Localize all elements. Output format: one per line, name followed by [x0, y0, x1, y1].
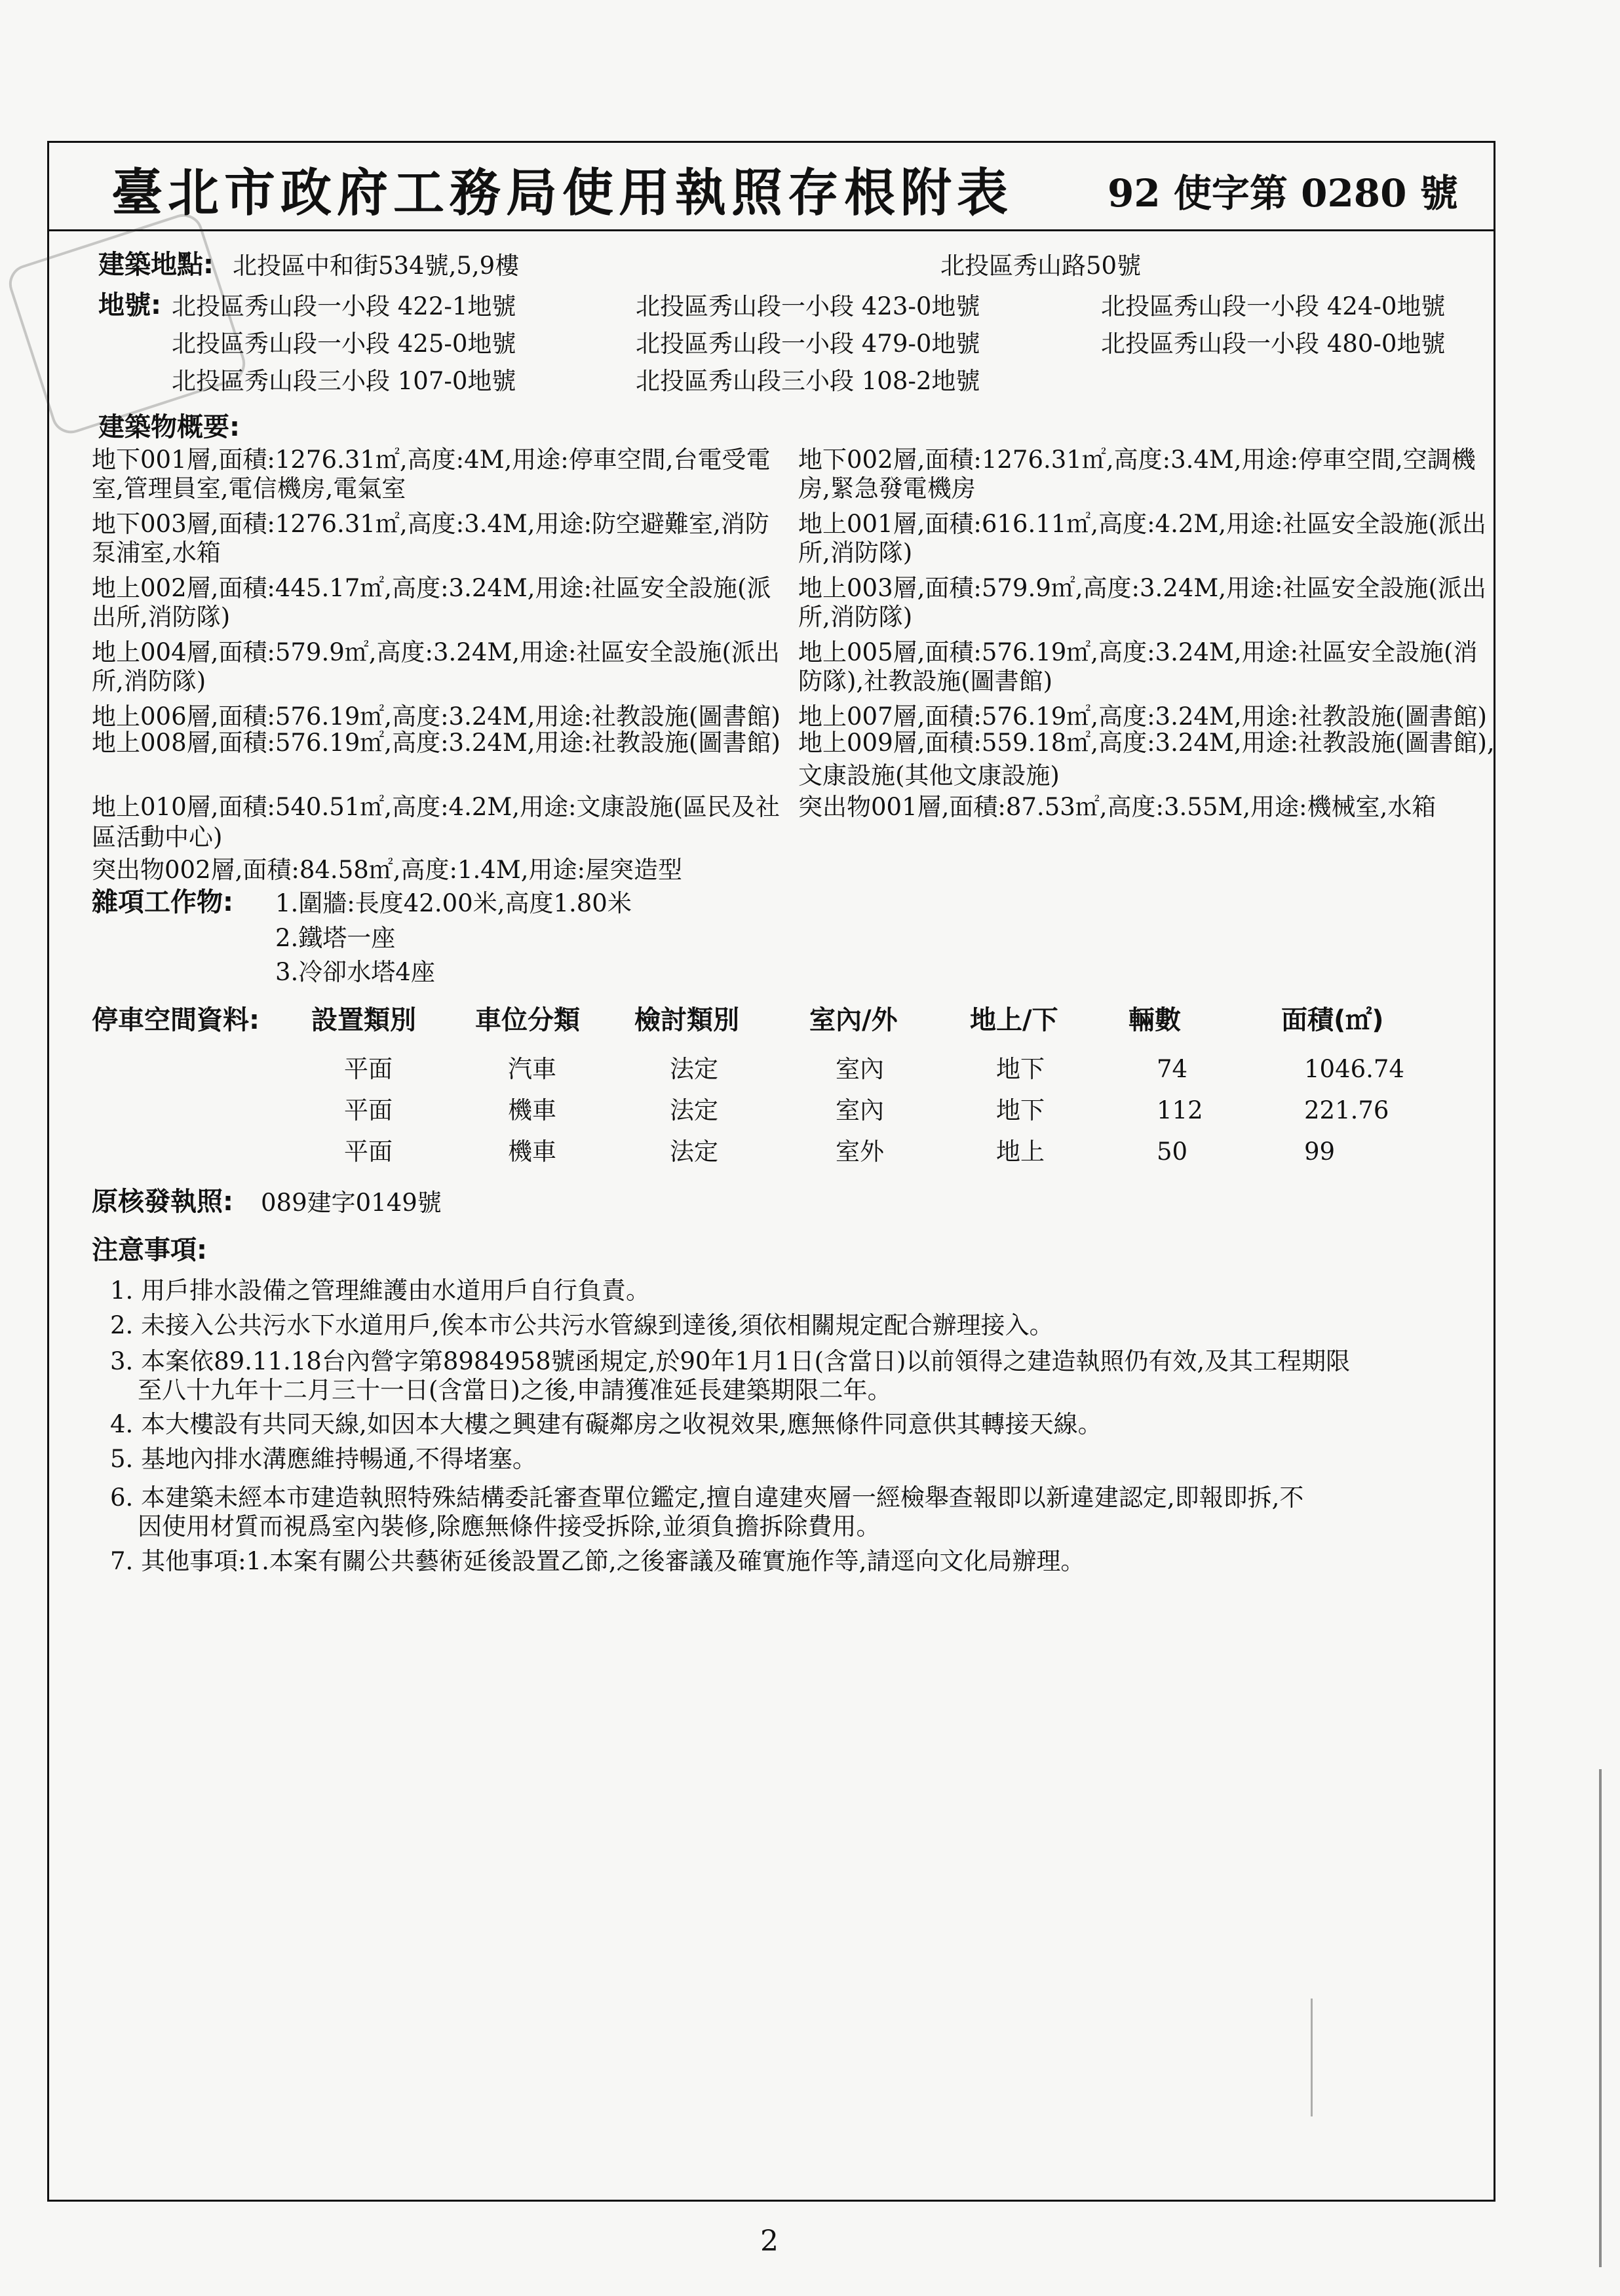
building-line: 地上010層,面積:540.51㎡,高度:4.2M,用途:文康設施(區民及社 [92, 793, 780, 821]
parking-cell: 112 [1157, 1096, 1203, 1124]
page-number: 2 [760, 2225, 779, 2258]
building-line: 地上009層,面積:559.18㎡,高度:3.24M,用途:社教設施(圖書館), [798, 729, 1495, 757]
building-label: 建築物概要: [98, 412, 240, 442]
title-divider [47, 229, 1495, 231]
misc-label: 雜項工作物: [92, 887, 233, 917]
parking-label: 停車空間資料: [92, 1005, 260, 1035]
scan-speck [1311, 1999, 1313, 2116]
parking-cell: 50 [1157, 1138, 1188, 1166]
building-line: 文康設施(其他文康設施) [798, 761, 1060, 790]
parking-cell: 地下 [996, 1055, 1045, 1083]
note-line: 4. 本大樓設有共同天線,如因本大樓之興建有礙鄰房之收視效果,應無條件同意供其轉接天線。 [110, 1410, 1102, 1438]
building-line: 所,消防隊) [92, 667, 206, 695]
parking-cell: 1046.74 [1304, 1055, 1405, 1083]
parking-cell: 地上 [996, 1138, 1045, 1166]
parking-cell: 平面 [344, 1096, 393, 1124]
parking-header: 設置類別 [311, 1005, 416, 1035]
parking-header: 地上/下 [970, 1005, 1058, 1035]
building-line: 地上001層,面積:616.11㎡,高度:4.2M,用途:社區安全設施(派出 [798, 510, 1486, 538]
building-line: 突出物002層,面積:84.58㎡,高度:1.4M,用途:屋突造型 [92, 856, 682, 884]
lot-item: 北投區秀山段一小段 480-0地號 [1101, 330, 1446, 358]
note-line: 6. 本建築未經本市建造執照特殊結構委託審查單位鑑定,擅自違建夾層一經檢舉查報即以新違建認定,即報即拆,不 [110, 1483, 1304, 1512]
original-permit-label: 原核發執照: [92, 1187, 233, 1217]
parking-header: 面積(㎡) [1281, 1005, 1384, 1035]
building-line: 地上006層,面積:576.19㎡,高度:3.24M,用途:社教設施(圖書館) [92, 702, 781, 731]
lot-item: 北投區秀山段一小段 423-0地號 [636, 292, 980, 320]
building-line: 地下001層,面積:1276.31㎡,高度:4M,用途:停車空間,台電受電 [92, 446, 771, 474]
note-line: 3. 本案依89.11.18台內營字第8984958號函規定,於90年1月1日(含當日)以前領得之建造執照仍有效,及其工程期限 [110, 1347, 1351, 1375]
building-line: 地上007層,面積:576.19㎡,高度:3.24M,用途:社教設施(圖書館) [798, 702, 1487, 731]
parking-cell: 平面 [344, 1055, 393, 1083]
address-line-2: 北投區秀山路50號 [940, 252, 1142, 280]
parking-header: 輛數 [1128, 1005, 1181, 1035]
building-line: 防隊),社教設施(圖書館) [798, 667, 1053, 695]
parking-cell: 法定 [670, 1055, 718, 1083]
building-line: 地下002層,面積:1276.31㎡,高度:3.4M,用途:停車空間,空調機 [798, 446, 1476, 474]
note-line: 1. 用戶排水設備之管理維護由水道用戶自行負責。 [110, 1276, 651, 1305]
building-line: 地上002層,面積:445.17㎡,高度:3.24M,用途:社區安全設施(派 [92, 574, 771, 602]
lot-item: 北投區秀山段一小段 422-1地號 [172, 292, 516, 320]
building-line: 地上008層,面積:576.19㎡,高度:3.24M,用途:社教設施(圖書館) [92, 729, 781, 757]
building-line: 泵浦室,水箱 [92, 539, 221, 567]
building-line: 所,消防隊) [798, 539, 913, 567]
building-line: 地上005層,面積:576.19㎡,高度:3.24M,用途:社區安全設施(消 [798, 638, 1478, 666]
lot-item: 北投區秀山段三小段 108-2地號 [636, 367, 980, 395]
parking-cell: 法定 [670, 1096, 718, 1124]
lot-item: 北投區秀山段一小段 479-0地號 [636, 330, 980, 358]
building-line: 室,管理員室,電信機房,電氣室 [92, 474, 406, 503]
building-line: 地上003層,面積:579.9㎡,高度:3.24M,用途:社區安全設施(派出 [798, 574, 1486, 602]
parking-cell: 99 [1304, 1138, 1336, 1166]
parking-cell: 74 [1157, 1055, 1188, 1083]
document-title: 臺北市政府工務局使用執照存根附表 [111, 163, 1014, 223]
lots-label: 地號: [98, 290, 161, 320]
parking-cell: 法定 [670, 1138, 718, 1166]
parking-cell: 地下 [996, 1096, 1045, 1124]
parking-cell: 室外 [836, 1138, 884, 1166]
building-line: 出所,消防隊) [92, 603, 231, 631]
address-line-1: 北投區中和街534號,5,9樓 [233, 252, 520, 280]
parking-cell: 221.76 [1304, 1096, 1389, 1124]
parking-cell: 平面 [344, 1138, 393, 1166]
note-line: 7. 其他事項:1.本案有關公共藝術延後設置乙節,之後審議及確實施作等,請逕向文化局辦理。 [110, 1547, 1085, 1575]
misc-item: 3.冷卻水塔4座 [275, 958, 435, 986]
parking-cell: 機車 [508, 1138, 556, 1166]
parking-cell: 室內 [836, 1096, 884, 1124]
building-line: 地上004層,面積:579.9㎡,高度:3.24M,用途:社區安全設施(派出 [92, 638, 780, 666]
lot-item: 北投區秀山段一小段 425-0地號 [172, 330, 516, 358]
original-permit-value: 089建字0149號 [261, 1189, 442, 1217]
building-line: 房,緊急發電機房 [798, 474, 976, 503]
building-line: 區活動中心) [92, 823, 223, 851]
parking-header: 室內/外 [809, 1005, 898, 1035]
misc-item: 1.圍牆:長度42.00米,高度1.80米 [275, 889, 632, 917]
misc-item: 2.鐵塔一座 [275, 924, 396, 952]
building-line: 所,消防隊) [798, 603, 913, 631]
parking-cell: 機車 [508, 1096, 556, 1124]
building-line: 突出物001層,面積:87.53㎡,高度:3.55M,用途:機械室,水箱 [798, 793, 1437, 821]
note-line: 5. 基地內排水溝應維持暢通,不得堵塞。 [110, 1445, 537, 1473]
parking-header: 檢討類別 [634, 1005, 739, 1035]
address-label: 建築地點: [98, 250, 214, 280]
note-line: 至八十九年十二月三十一日(含當日)之後,申請獲准延長建築期限二年。 [138, 1376, 892, 1404]
building-line: 地下003層,面積:1276.31㎡,高度:3.4M,用途:防空避難室,消防 [92, 510, 769, 538]
scan-edge-mark [1599, 1769, 1602, 2267]
permit-number: 92 使字第 0280 號 [1108, 171, 1458, 216]
parking-cell: 室內 [836, 1055, 884, 1083]
parking-cell: 汽車 [508, 1055, 556, 1083]
note-line: 2. 未接入公共污水下水道用戶,俟本市公共污水管線到達後,須依相關規定配合辦理接入。 [110, 1311, 1054, 1339]
note-line: 因使用材質而視爲室內裝修,除應無條件接受拆除,並須負擔拆除費用。 [138, 1512, 881, 1540]
lot-item: 北投區秀山段三小段 107-0地號 [172, 367, 516, 395]
notes-label: 注意事項: [92, 1235, 207, 1265]
lot-item: 北投區秀山段一小段 424-0地號 [1101, 292, 1446, 320]
parking-header: 車位分類 [475, 1005, 580, 1035]
